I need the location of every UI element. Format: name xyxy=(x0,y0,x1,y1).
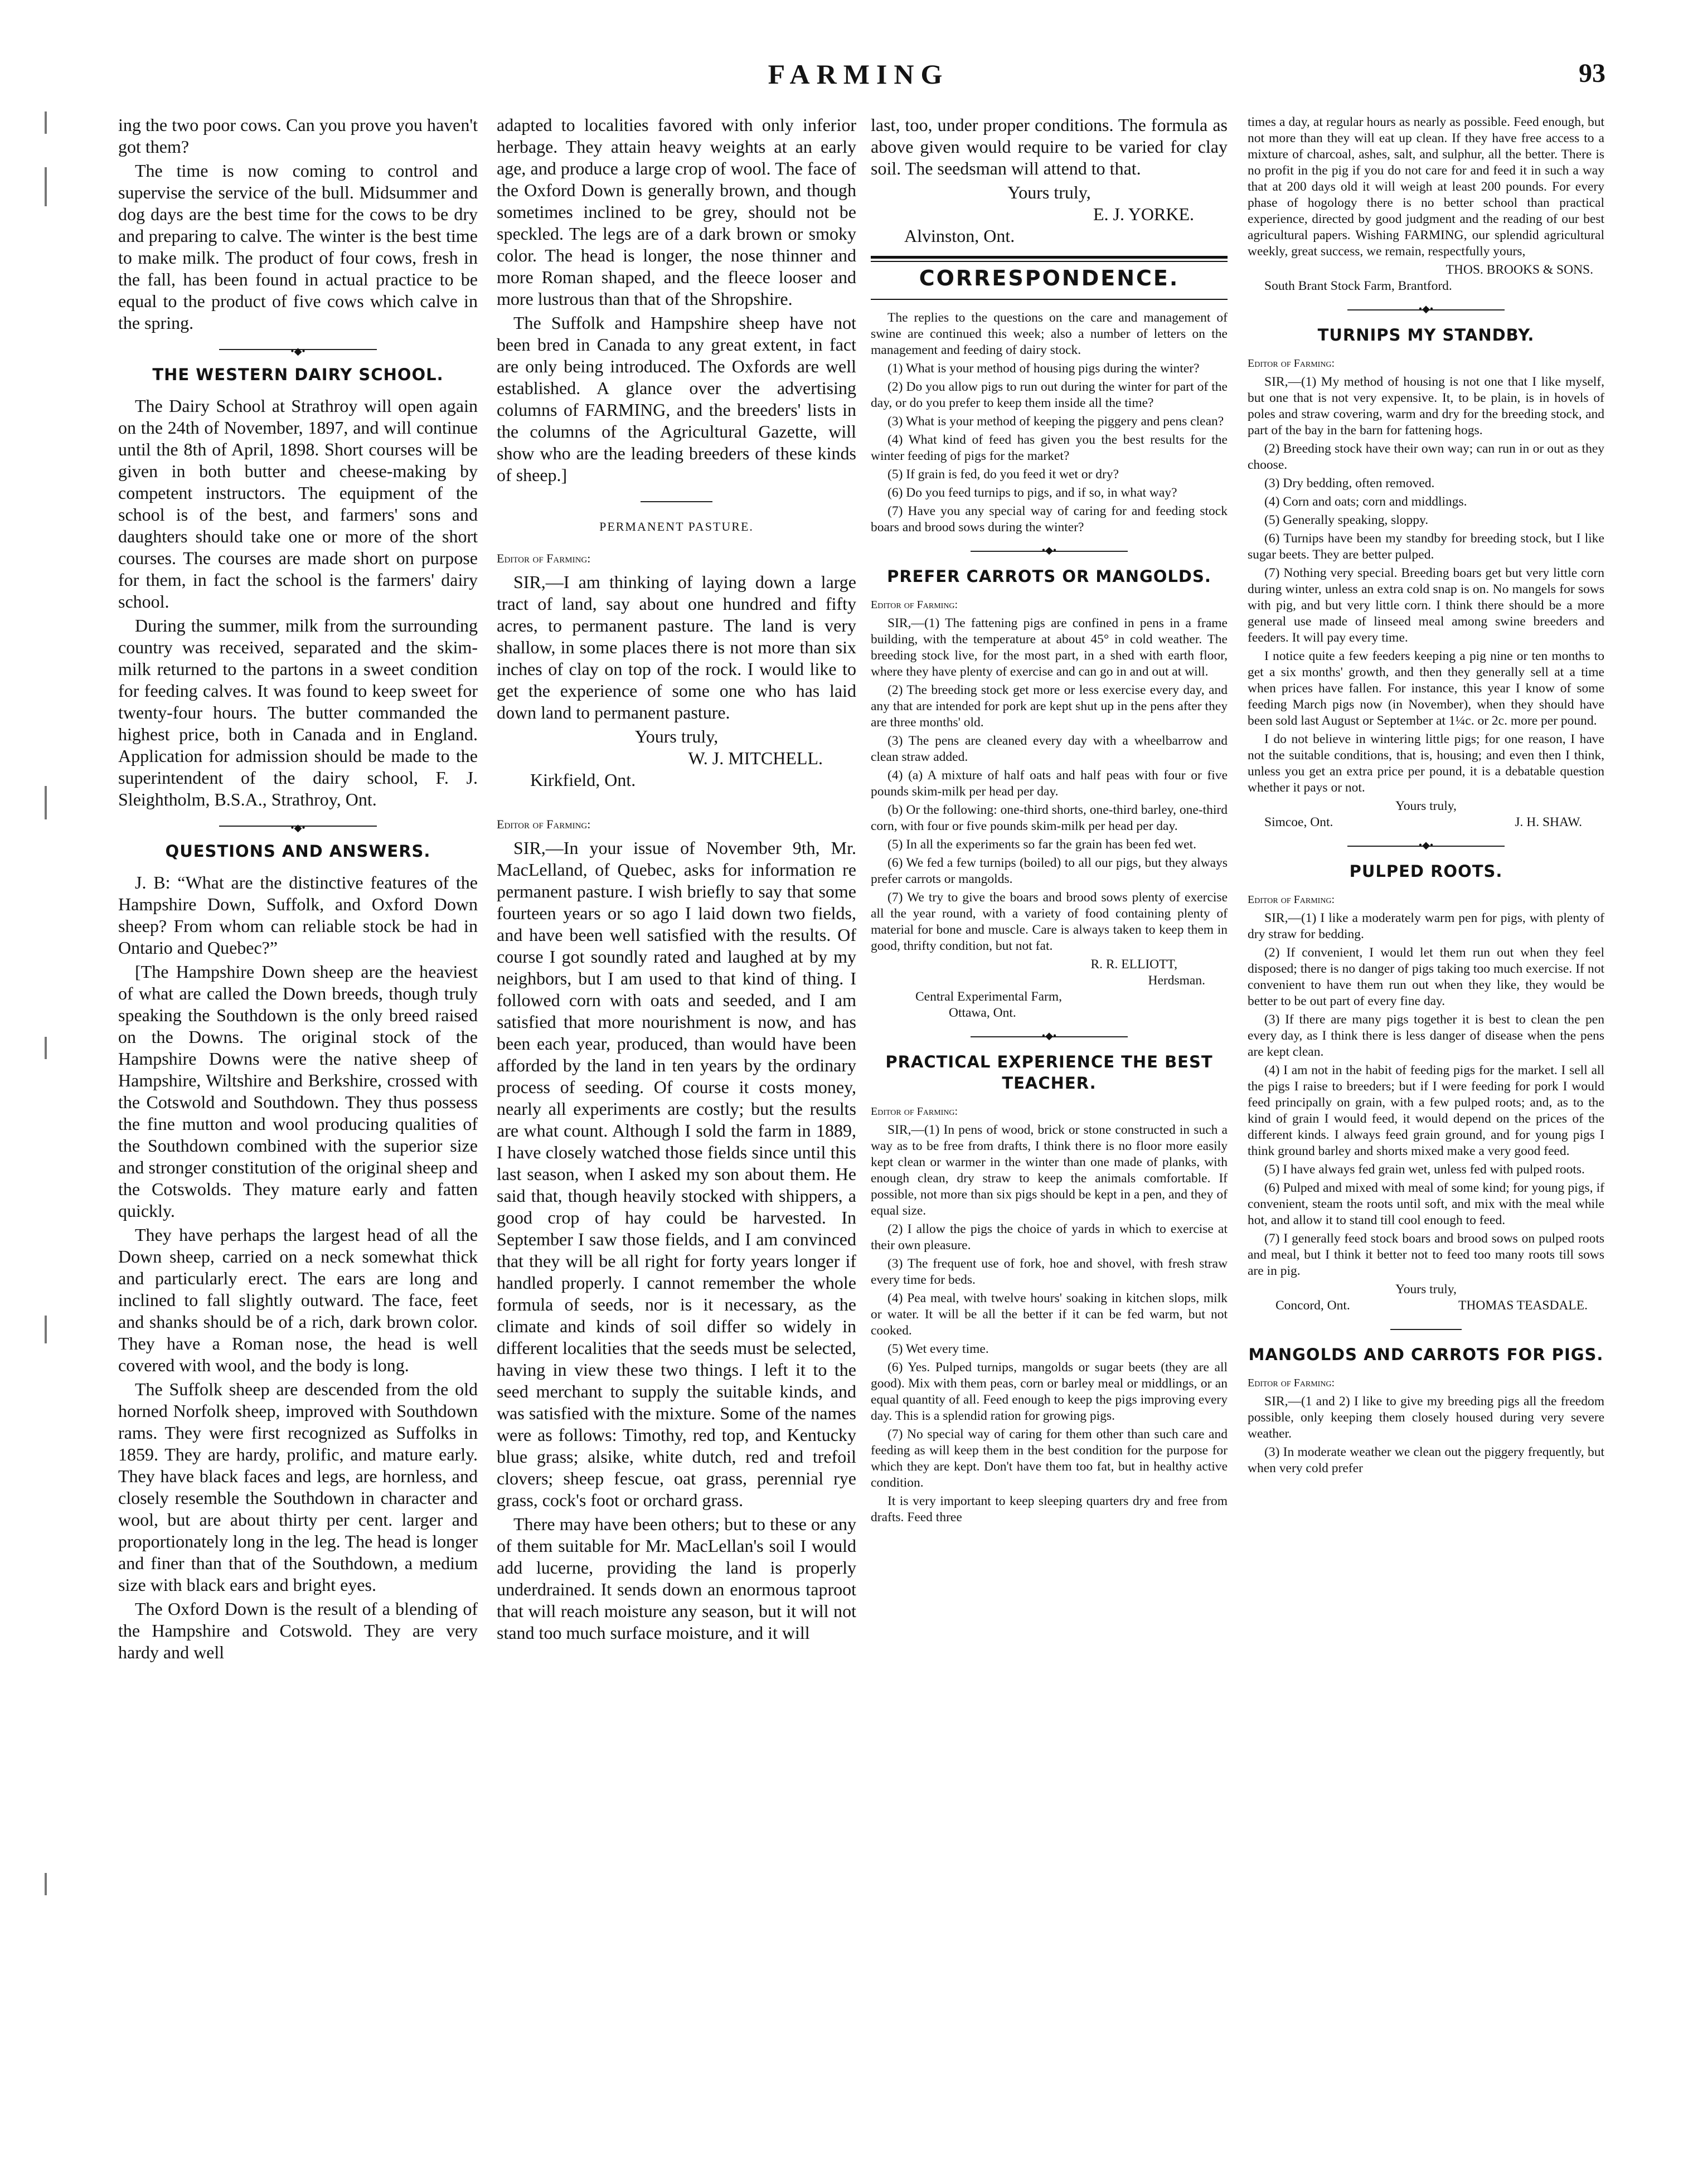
paragraph: [The Hampshire Down sheep are the heaviest of what are called the Down breeds, though truly speaking the Southdown is the only breed raised on the Downs. The original stock of the Hampshire Downs were the native sheep of Hampshire, Wiltshire and Berkshire, crossed with the Cotswold and Southdown. They thus possess the fine mutton and wool producing qualities of the Southdown combined with the superior size and stronger constitution of the original sheep and the Cotswolds. They mature early and fatten quickly. xyxy=(118,962,478,1221)
closing: Yours truly, xyxy=(634,726,719,746)
paragraph: The Dairy School at Strathroy will open again on the 24th of November, 1897, and will continue until the 8th of April, 1898. Short courses will be given in both butter and cheese-making by competent instructors. The equipment of the school is of the best, and farmers' sons and daughters should take one or more of the short courses. The courses are made short on purpose for them, in fact the school is the farmers' dairy school. xyxy=(118,396,478,611)
intro-paragraph: The replies to the questions on the care and management of swine are continued this week; also a number of letters on the management and feeding of dairy stock. xyxy=(871,310,1228,357)
signature: W. J. MITCHELL. xyxy=(688,748,823,768)
paragraph: SIR,—(1) The fattening pigs are confined in pens in a frame building, with the temperature at about 45° in cold weather. The breeding stock live, for the most part, in a shed with earth floor, where they have plenty of exercise and can go in and out at will. xyxy=(871,616,1228,679)
paragraph: SIR,—(1) In pens of wood, brick or stone constructed in such a way as to be free from drafts, I think there is no floor more easily kept clean or warmer in the winter than one made of planks, with enough clean, dry straw to keep the animals comfortable. If possible, not more than six pigs should be kept in a pen, and they of equal size. xyxy=(871,1123,1228,1218)
editor-line: Editor of Farming: xyxy=(1248,357,1335,370)
paragraph: SIR,—I am thinking of laying down a large tract of land, say about one hundred and fifty acres, to permanent pasture. The land is very shallow, in some places there is not more than six inches of clay on top of the rock. I would like to get the experience of some one who has laid down land to permanent pasture. xyxy=(497,572,856,722)
paragraph: (5) Wet every time. xyxy=(887,1342,989,1356)
place: Central Experimental Farm, xyxy=(915,989,1062,1004)
question-item: (4) What kind of feed has given you the best results for the winter feeding of pigs for the market? xyxy=(871,433,1228,463)
paragraph: (6) Turnips have been my standby for breeding stock, but I like sugar beets. They are better pulped. xyxy=(1248,531,1604,562)
page-number: 93 xyxy=(1579,59,1605,88)
paragraph: They have perhaps the largest head of all the Down sheep, carried on a neck somewhat thick and particularly erect. The ears are long and inclined to fall slightly outward. The face, feet and shanks should be of a rich, dark brown color. They have a Roman nose, the head is well covered with wool, and the body is long. xyxy=(118,1225,478,1375)
paragraph: (3) If there are many pigs together it is best to clean the pen every day, as I think there is less danger of disease when the pens are kept clean. xyxy=(1248,1012,1604,1059)
paragraph: (7) I generally feed stock boars and brood sows on pulped roots and meal, but I think it better not to feed too many roots till sows are in pig. xyxy=(1248,1231,1604,1278)
place: Concord, Ont. xyxy=(1275,1298,1350,1313)
editor-line: Editor of Farming: xyxy=(497,551,591,565)
question-item: (3) What is your method of keeping the piggery and pens clean? xyxy=(887,414,1224,429)
paragraph: (5) I have always fed grain wet, unless fed with pulped roots. xyxy=(1264,1162,1585,1177)
closing: Yours truly, xyxy=(1395,1282,1457,1297)
signature: R. R. ELLIOTT, xyxy=(1090,957,1177,972)
section-divider xyxy=(871,1029,1228,1044)
double-rule xyxy=(871,256,1228,262)
column-2 xyxy=(497,114,856,2171)
column-3 xyxy=(871,114,1228,2171)
section-divider xyxy=(1248,838,1604,853)
question-item: (5) If grain is fed, do you feed it wet or dry? xyxy=(887,467,1119,482)
heading-turnips-standby: TURNIPS MY STANDBY. xyxy=(1317,326,1535,344)
signature-title: Herdsman. xyxy=(1148,973,1205,988)
place: South Brant Stock Farm, Brantford. xyxy=(1264,279,1452,293)
signature: J. H. SHAW. xyxy=(1515,815,1582,829)
paragraph: last, too, under proper conditions. The formula as above given would require to be varied for clay soil. The seedsman will attend to that. xyxy=(871,115,1228,178)
question-item: (7) Have you any special way of caring for and feeding stock boars and brood sows during the winter? xyxy=(871,504,1228,535)
place: Ottawa, Ont. xyxy=(949,1006,1016,1020)
heading-mangolds-carrots: MANGOLDS AND CARROTS FOR PIGS. xyxy=(1248,1345,1604,1364)
page-header xyxy=(111,58,1605,98)
signature: THOS. BROOKS & SONS. xyxy=(1446,263,1593,277)
paragraph: The Oxford Down is the result of a blending of the Hampshire and Cotswold. They are very hardy and well xyxy=(118,1599,478,1662)
heading-prefer-carrots: PREFER CARROTS OR MANGOLDS. xyxy=(887,567,1211,586)
paragraph: (6) Yes. Pulped turnips, mangolds or sugar beets (they are all good). Mix with them peas, corn or barley meal or middlings, or an equal quantity of all. Feed enough to keep the pigs improving every day. This is a splendid ration for growing pigs. xyxy=(871,1360,1228,1423)
paragraph: During the summer, milk from the surrounding country was received, separated and the skim-milk returned to the partons in a sweet condition for feeding calves. It was found to keep sweet for twenty-four hours. The butter commanded the highest price, both in Canada and in England. Application for admission should be made to the superintendent of the dairy school, F. J. Sleightholm, B.S.A., Strathroy, Ont. xyxy=(118,615,478,809)
column-1 xyxy=(118,114,478,2171)
section-divider xyxy=(497,494,856,508)
paragraph: (4) I am not in the habit of feeding pigs for the market. I sell all the pigs I raise to breeders; but if I were feeding for pork I would feed principally on grain, with a few pulped roots; and, as to the kind of grain I would feed, it would depend on the prices of the different kinds. I always feed grain ground, and for young pigs I think ground barley and shorts mixed make a very good feed. xyxy=(1248,1063,1604,1158)
section-divider xyxy=(1248,1322,1604,1336)
paragraph: J. B: “What are the distinctive features of the Hampshire Down, Suffolk, and Oxford Down sheep? From whom can reliable stock be had in Ontario and Quebec?” xyxy=(118,872,478,958)
paragraph: (2) If convenient, I would let them run out when they feel disposed; there is no danger of pigs taking too much exercise. If not convenient to have them run out when they like, they would be better to be out part of every fine day. xyxy=(1248,945,1604,1008)
editor-line: Editor of Farming: xyxy=(1248,1377,1335,1389)
paragraph: (7) We try to give the boars and brood sows plenty of exercise all the year round, with a variety of food containing plenty of material for bone and muscle. Care is always taken to keep them in good, thrifty condition, but not fat. xyxy=(871,890,1228,953)
paragraph: SIR,—(1) My method of housing is not one that I like myself, but one that is not very expensive. It, to be plain, is in hovels of poles and straw covering, warm and dry for the breeding stock, and part of the bay in the barn for fattening hogs. xyxy=(1248,375,1604,438)
paragraph: I do not believe in wintering little pigs; for one reason, I have not the suitable conditions, that is, housing; and even then I think, unless you get an extra price per pound, it is a debatable question whether it pays or not. xyxy=(1248,732,1604,795)
paragraph: I notice quite a few feeders keeping a pig nine or ten months to get a six months' growth, and then they generally sell at a time when prices have fallen. For instance, this year I know of some feeding March pigs now (in November), when they should have been sold last August or September at 1¼c. or 2c. more per pound. xyxy=(1248,649,1604,728)
paragraph: (4) (a) A mixture of half oats and half peas with four or five pounds skim-milk per head per day. xyxy=(871,768,1228,799)
signature: THOMAS TEASDALE. xyxy=(1458,1298,1588,1313)
paragraph: The time is now coming to control and supervise the service of the bull. Midsummer and dog days are the best time for the cows to be dry and preparing to calve. The winter is the best time to make milk. The product of four cows, fresh in the fall, has been found in actual practice to be equal to the product of five cows which calve in the spring. xyxy=(118,161,478,333)
paragraph: SIR,—(1 and 2) I like to give my breeding pigs all the freedom possible, only keeping them closely housed during very severe weather. xyxy=(1248,1394,1604,1441)
paragraph: (6) We fed a few turnips (boiled) to all our pigs, but they always prefer carrots or mangolds. xyxy=(871,856,1228,886)
paragraph: (5) Generally speaking, sloppy. xyxy=(1264,513,1429,527)
paragraph: (2) I allow the pigs the choice of yards in which to exercise at their own pleasure. xyxy=(871,1222,1228,1253)
paragraph: ing the two poor cows. Can you prove you haven't got them? xyxy=(118,115,478,157)
heading-permanent-pasture: PERMANENT PASTURE. xyxy=(599,520,754,533)
paragraph: (2) Breeding stock have their own way; can run in or out as they choose. xyxy=(1248,441,1604,472)
section-divider xyxy=(118,818,478,833)
paragraph: (b) Or the following: one-third shorts, one-third barley, one-third corn, with four or five pounds skim-milk per head per day. xyxy=(871,803,1228,833)
scan-edge-marks xyxy=(33,33,67,2096)
section-divider xyxy=(1248,302,1604,317)
heading-correspondence: CORRESPONDENCE. xyxy=(919,266,1180,290)
closing: Yours truly, xyxy=(1395,799,1457,813)
rule xyxy=(871,299,1228,300)
heading-western-dairy-school: THE WESTERN DAIRY SCHOOL. xyxy=(152,365,444,384)
paragraph: SIR,—In your issue of November 9th, Mr. MacLelland, of Quebec, asks for information re permanent pasture. I wish briefly to say that some fourteen years or so ago I laid down two fields, and have been well satisfied with the results. Of course I got soundly rated and laughed at by my neighbors, but I am used to that kind of thing. I followed corn with oats and seeded, and I am satisfied that more nourishment is now, and has been each year, produced, than would have been afforded by the land in ten years by the ordinary process of seeding. Of course it costs money, nearly all experiments are costly; but the results are what count. Although I sold the farm in 1889, I have closely watched those fields since until this last season, when I asked my son about them. He said that, though heavily stocked with shippers, a good crop of hay could be harvested. In September I saw those fields, and I am convinced that they will be all right for forty years longer if handled properly. I cannot remember the whole formula of seeds, nor is it necessary, as the climate and kinds of soil differ so widely in different localities that the seeds must be selected, having in view these two things. I left it to the seed merchant to supply the suitable kinds, and was satisfied with the mixture. Some of the names were as follows: Timothy, red top, and Kentucky blue grass; alsike, white dutch, red and trefoil clovers; sheep fescue, oat grass, perennial rye grass, cock's foot or orchard grass. xyxy=(497,838,856,1510)
paragraph: adapted to localities favored with only inferior herbage. They attain heavy weights at an early age, and produce a large crop of wool. The face of the Oxford Down is generally brown, and though sometimes inclined to be grey, should not be speckled. The legs are of a dark brown or smoky color. The head is longer, the nose thinner and more Roman shaped, and the fleece looser and more lustrous than that of the Shropshire. xyxy=(497,115,856,309)
paragraph: There may have been others; but to these or any of them suitable for Mr. MacLellan's soil I would add lucerne, providing the land is properly underdrained. It sends down an enormous taproot that will reach moisture any season, but it will not stand too much surface moisture, and it will xyxy=(497,1514,856,1643)
paragraph: SIR,—(1) I like a moderately warm pen for pigs, with plenty of dry straw for bedding. xyxy=(1248,911,1604,941)
place: Alvinston, Ont. xyxy=(904,226,1015,246)
heading-pulped-roots: PULPED ROOTS. xyxy=(1349,862,1503,881)
editor-line: Editor of Farming: xyxy=(497,817,591,831)
signature-line xyxy=(1248,1298,1604,1314)
editor-line: Editor of Farming: xyxy=(871,599,958,611)
heading-questions-answers: QUESTIONS AND ANSWERS. xyxy=(165,842,431,861)
column-4 xyxy=(1248,114,1604,2171)
place: Kirkfield, Ont. xyxy=(530,770,636,790)
paragraph: (4) Corn and oats; corn and middlings. xyxy=(1264,494,1467,509)
question-item: (6) Do you feed turnips to pigs, and if so, in what way? xyxy=(887,486,1177,500)
paragraph: (3) In moderate weather we clean out the piggery frequently, but when very cold prefer xyxy=(1248,1445,1604,1476)
paragraph: (6) Pulped and mixed with meal of some kind; for young pigs, if convenient, steam the roots until soft, and mix with the meal while hot, and allow it to stand till cool enough to feed. xyxy=(1248,1181,1604,1227)
paragraph: (5) In all the experiments so far the grain has been fed wet. xyxy=(887,837,1196,852)
heading-practical-experience: PRACTICAL EXPERIENCE THE BEST TEACHER. xyxy=(885,1052,1213,1093)
paragraph: The Suffolk and Hampshire sheep have not been bred in Canada to any great extent, in fact are only being introduced. The Oxfords are well established. A glance over the advertising columns of FARMING, and the breeders' lists in the columns of the Agricultural Gazette, will show who are the leading breeders of these kinds of sheep.] xyxy=(497,313,856,485)
question-item: (2) Do you allow pigs to run out during the winter for part of the day, or do you prefer to keep them inside all the time? xyxy=(871,380,1228,410)
editor-line: Editor of Farming: xyxy=(871,1105,958,1118)
closing: Yours truly, xyxy=(1007,182,1091,202)
paragraph: It is very important to keep sleeping quarters dry and free from drafts. Feed three xyxy=(871,1494,1228,1525)
paragraph: (7) Nothing very special. Breeding boars get but very little corn during winter, unless an extra cold snap is on. No mangels for sows with pig, and but very little corn. I think there should be a more general use made of linseed meal among swine breeders and feeders. It will pay every time. xyxy=(1248,566,1604,645)
paragraph: (7) No special way of caring for them other than such care and feeding as will keep them in the best condition for the purpose for which they are kept. Don't have them too fat, but in healthy active condition. xyxy=(871,1427,1228,1490)
paragraph: (3) The frequent use of fork, hoe and shovel, with fresh straw every time for beds. xyxy=(871,1256,1228,1287)
signature: E. J. YORKE. xyxy=(1093,204,1194,224)
paragraph: (3) The pens are cleaned every day with a wheelbarrow and clean straw added. xyxy=(871,734,1228,764)
section-divider xyxy=(118,342,478,356)
editor-line: Editor of Farming: xyxy=(1248,894,1335,906)
question-item: (1) What is your method of housing pigs during the winter? xyxy=(887,361,1200,376)
paragraph: (2) The breeding stock get more or less exercise every day, and any that are intended for pork are kept shut up in the pens after they are three months' old. xyxy=(871,683,1228,730)
running-title: FARMING xyxy=(768,59,949,90)
paragraph: (4) Pea meal, with twelve hours' soaking in kitchen slops, milk or water. It will be all the better if it can be fed warm, but not cooked. xyxy=(871,1291,1228,1338)
paragraph: The Suffolk sheep are descended from the old horned Norfolk sheep, improved with Southdown rams. They were first recognized as Suffolks in 1859. They are hardy, prolific, and mature early. They have black faces and legs, are hornless, and closely resemble the Southdown in character and wool, but are about thirty per cent. larger and proportionately long in the leg. The head is longer and finer than that of the Southdown, a medium size with black ears and bright eyes. xyxy=(118,1379,478,1595)
section-divider xyxy=(871,543,1228,558)
paragraph: (3) Dry bedding, often removed. xyxy=(1264,476,1435,491)
signature-line xyxy=(1248,814,1604,831)
place: Simcoe, Ont. xyxy=(1264,815,1333,829)
paragraph: times a day, at regular hours as nearly as possible. Feed enough, but not more than they will eat up clean. If they have free access to a mixture of charcoal, ashes, salt, and sulphur, all the better. There is no profit in the pig if you do not care for and feed it in such a way that at 200 days old it will weigh at least 200 pounds. For every phase of hogology there is no better school than practical experience, directed by good judgment and the reading of our best agricultural papers. Wishing FARMING, our splendid agricultural weekly, great success, we remain, respectfully yours, xyxy=(1248,115,1604,259)
